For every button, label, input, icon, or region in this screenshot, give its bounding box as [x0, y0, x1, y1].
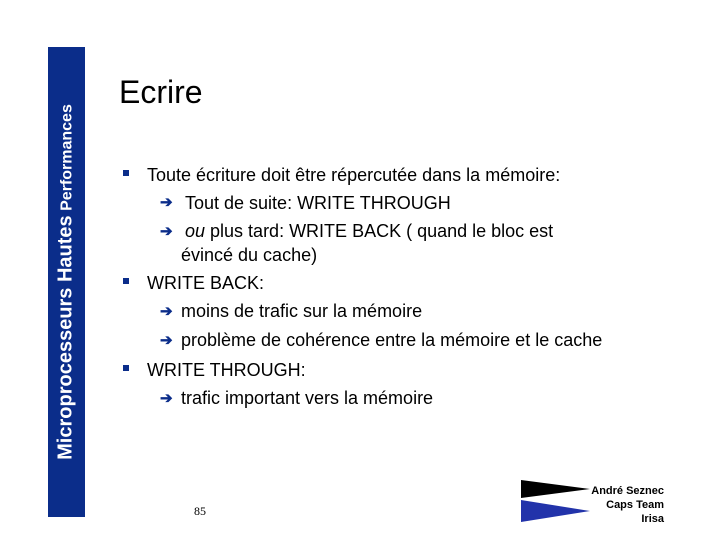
arrow-bullet-icon: ➔: [160, 303, 173, 320]
sidebar-title: [55, 104, 78, 460]
slide-title: Ecrire: [119, 74, 203, 110]
bullet-italic: ou: [185, 221, 206, 241]
bullet-item: trafic important vers la mémoire: [181, 388, 434, 408]
arrow-bullet-icon: ➔: [160, 332, 173, 349]
square-bullet-icon: [123, 170, 129, 176]
square-bullet-icon: [123, 278, 129, 284]
arrow-bullet-icon: ➔: [160, 194, 173, 211]
bullet-item: Tout de suite: WRITE THROUGH: [185, 193, 451, 213]
bullet-item: WRITE BACK:: [147, 273, 265, 293]
bullet-item: Toute écriture doit être répercutée dans la mémoire:: [147, 165, 561, 185]
author-institute: Irisa: [641, 513, 664, 525]
bullet-item: [185, 220, 553, 242]
sidebar-title-sub: Performances: [58, 104, 76, 211]
page-number: 85: [194, 504, 206, 518]
bullet-item: WRITE THROUGH:: [147, 360, 306, 380]
arrow-bullet-icon: ➔: [160, 223, 173, 240]
author-block: [591, 484, 664, 526]
caps-logo-icon: [520, 478, 592, 524]
author-team: Caps Team: [606, 499, 664, 511]
arrow-bullet-icon: ➔: [160, 390, 173, 407]
bullet-item: moins de trafic sur la mémoire: [181, 301, 423, 321]
author-name: André Seznec: [591, 485, 664, 497]
sidebar-title-main: Microprocesseurs Hautes: [54, 215, 77, 460]
bullet-text: plus tard: WRITE BACK ( quand le bloc est: [205, 221, 554, 241]
square-bullet-icon: [123, 365, 129, 371]
bullet-item: problème de cohérence entre la mémoire et le cache: [181, 330, 603, 350]
bullet-item: évincé du cache): [181, 245, 318, 265]
